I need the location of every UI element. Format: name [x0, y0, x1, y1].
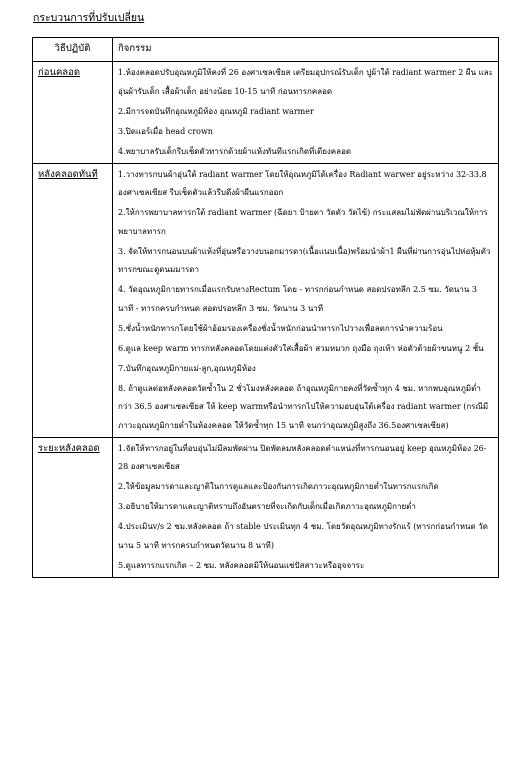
activity-item: 2.ให้การพยาบาลทารกใต้ radiant warmer (ฉีดยา ป้ายตา วัดตัว วัดไข้) กระแสลมไม่พัดผ่านบริเวณให้การพยาบาลทารก: [118, 208, 488, 236]
activity-item: 5.ดูแลทารกแรกเกิด – 2 ชม. หลังคลอดมิให้นอนแช่ปัสสาวะหรืออุจจาระ: [118, 560, 365, 570]
header-method: วิธีปฏิบัติ: [33, 38, 113, 62]
activity-item: 1.วางทารกบนผ้าอุ่นใต้ radiant warmer โดยให้อุณหภูมิได้เครื่อง Radiant warwer อยู่ระหว่าง 32-33.8 องศาเซลเซียส รีบเช็ดตัวแล้วรีบดึงผ้าผืนแรกออก: [118, 169, 487, 197]
activity-cell: [113, 163, 499, 437]
activity-item: 3.อธิบายให้มารดาและญาติทราบถึงอันตรายที่จะเกิดกับเด็กเมื่อเกิดภาวะอุณหภูมิกายต่ำ: [118, 502, 416, 511]
activity-item: 4.ประเมินv/s 2 ชม.หลังคลอด ถ้า stable ประเมินทุก 4 ชม. โดยวัดอุณหภูมิทางรักแร้ (ทารกก่อนกำหนด วัดนาน 5 นาที ทารกครบกำหนดวัดนาน 8 นาที): [118, 522, 488, 550]
table-header-row: [33, 38, 499, 62]
process-table: [32, 37, 499, 578]
page-title: กระบวนการที่ปรับเปลี่ยน: [33, 12, 145, 24]
phase-label: หลังคลอดทันที: [33, 163, 113, 437]
phase-label: ระยะหลังคลอด: [33, 437, 113, 577]
activity-item: 4.พยาบาลรับเด็กรีบเช็ดตัวทารกด้วยผ้าแห้งทันทีแรกเกิดที่เตียงคลอด: [118, 146, 352, 156]
activity-cell: [113, 437, 499, 577]
activity-item: 8. ถ้าดูแลต่อหลังคลอดวัดซ้ำใน 2 ชั่วโมงหลังคลอด ถ้าอุณหภูมิกายคงที่วัดซ้ำทุก 4 ชม. หากพบอุณหภูมิต่ำกว่า 36.5 องศาเซลเซียส ให้ keep warmหรือนำทารกไปให้ความอบอุ่นใต้เครื่อง radiant warmer (กรณีมีภาวะอุณหภูมิกายต่ำในห้องคลอด ให้วัดซ้ำทุก 15 นาที จนกว่าอุณหภูมิสูงถึง 36.5องศาเซลเซียส): [118, 383, 489, 430]
table-row: [33, 163, 499, 437]
table-row: [33, 62, 499, 164]
activity-item: 6.ดูแล keep warm ทารกหลังคลอดโดยแต่งตัวใส่เสื้อผ้า สวมหมวก ถุงมือ ถุงเท้า ห่อตัวด้วยผ้าขนหนู 2 ชั้น: [118, 343, 484, 353]
activity-item: 2.มีการจดบันทึกอุณหภูมิห้อง อุณหภูมิ radiant warmer: [118, 106, 314, 116]
activity-item: 1.จัดให้ทารกอยู่ในที่อบอุ่นไม่มีลมพัดผ่าน ปิดพัดลมหลังคลอดตำแหน่งที่ทารกนอนอยู่ keep อุณหภูมิห้อง 26-28 องศาเซลเซียส: [118, 443, 487, 471]
activity-item: 2.ให้ข้อมูลมารดาและญาติในการดูแลและป้องกันการเกิดภาวะอุณหภูมิกายต่ำในทารกแรกเกิด: [118, 482, 439, 491]
activity-item: 3. จัดให้ทารกนอนบนผ้าแห้งที่อุ่นหรือวางบนอกมารดา(เนื้อแนบเนื้อ)พร้อมนำผ้า1 ผืนที่ผ่านการอุ่นไปห่อหุ้มตัวทารกขณะดูดนมมารดา: [118, 246, 491, 274]
activity-item: 4. วัดอุณหภูมิกายทารกเมื่อแรกรับทางRectum โดย - ทารกก่อนกำหนด สอดปรอทลึก 2.5 ซม. วัดนาน 3 นาที - ทารกครบกำหนด สอดปรอทลึก 3 ซม. วัดนาน 3 นาที: [118, 285, 477, 313]
activity-item: 3.ปิดแอร์เมื่อ head crown: [118, 126, 213, 136]
phase-label: ก่อนคลอด: [33, 62, 113, 164]
activity-item: 1.ห้องคลอดปรับอุณหภูมิให้คงที่ 26 องศาเซลเซียส เตรียมอุปกรณ์รับเด็ก ปูผ้าใต้ radiant warmer 2 ผืน และอุ่นผ้ารับเด็ก เสื้อผ้าเด็ก อย่างน้อย 10-15 นาที ก่อนทารกคลอด: [118, 68, 493, 96]
activity-item: 5.ชั่งน้ำหนักทารกโดยใช้ผ้าอ้อมรองเครื่องชั่งน้ำหนักก่อนนำทารกไปวางเพื่อลดการนำความร้อน: [118, 323, 443, 333]
activity-cell: [113, 62, 499, 164]
table-row: [33, 437, 499, 577]
header-activity: กิจกรรม: [113, 38, 499, 62]
activity-item: 7.บันทึกอุณหภูมิกายแม่-ลูก,อุณหภูมิห้อง: [118, 363, 256, 373]
